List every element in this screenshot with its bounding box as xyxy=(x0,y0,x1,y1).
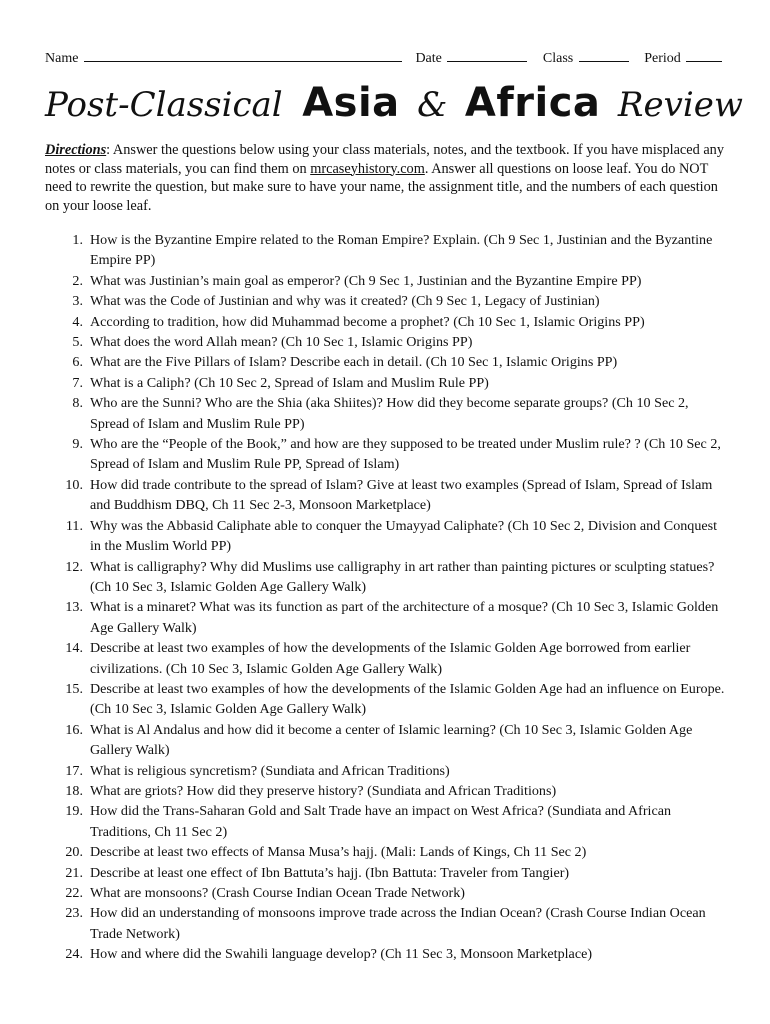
name-blank xyxy=(84,47,402,62)
question-number: 20. xyxy=(65,844,83,861)
page-title xyxy=(45,72,743,134)
question-text: Describe at least two examples of how the developments of the Islamic Golden Age had an influence on Europe. (Ch 10 Sec 3, Islamic Golden Age Gallery Walk) xyxy=(90,680,725,718)
question-number: 8. xyxy=(72,395,83,412)
question-number: 9. xyxy=(72,436,83,453)
question-item xyxy=(45,230,725,271)
question-text: What are griots? How did they preserve history? (Sundiata and African Traditions) xyxy=(90,782,557,799)
question-item xyxy=(45,312,725,332)
question-text: Describe at least two effects of Mansa Musa’s hajj. (Mali: Lands of Kings, Ch 11 Sec 2) xyxy=(90,844,587,861)
date-label: Date xyxy=(415,51,442,66)
question-text: What is Al Andalus and how did it become a center of Islamic learning? (Ch 10 Sec 3, Islamic Golden Age Gallery Walk) xyxy=(90,721,693,759)
question-text: What are the Five Pillars of Islam? Describe each in detail. (Ch 10 Sec 1, Islamic Origins PP) xyxy=(90,354,618,371)
question-text: Describe at least two examples of how the developments of the Islamic Golden Age borrowed from earlier civilizations. (Ch 10 Sec 3, Islamic Golden Age Gallery Walk) xyxy=(90,640,691,677)
question-text: Who are the Sunni? Who are the Shia (aka Shiites)? How did they become separate groups? (Ch 10 Sec 2, Spread of Islam and Muslim Rule PP) xyxy=(90,395,689,432)
question-item xyxy=(45,944,725,964)
name-label: Name xyxy=(45,51,79,66)
period-label: Period xyxy=(644,51,681,66)
question-text: What is a minaret? What was its function as part of the architecture of a mosque? (Ch 10 Sec 3, Islamic Golden Age Gallery Walk) xyxy=(90,599,719,636)
question-number: 24. xyxy=(65,946,83,963)
title-part-asia: Asia xyxy=(302,80,400,126)
directions-text-2: . Answer all questions on loose leaf. You do NOT need to rewrite the question, but make sure to have your name, the assignment title, and the numbers of each question on your loose leaf. xyxy=(45,160,718,214)
class-blank xyxy=(579,47,629,62)
question-item xyxy=(45,679,725,720)
question-number: 16. xyxy=(65,721,83,738)
class-label: Class xyxy=(542,51,574,66)
question-item xyxy=(45,863,725,883)
question-number: 14. xyxy=(65,640,83,657)
question-number: 15. xyxy=(65,680,83,697)
question-text: Why was the Abbasid Caliphate able to conquer the Umayyad Caliphate? (Ch 10 Sec 2, Division and Conquest in the Muslim World PP) xyxy=(90,517,718,555)
question-item xyxy=(45,393,725,434)
question-number: 7. xyxy=(72,374,83,391)
question-text: Describe at least one effect of Ibn Battuta’s hajj. (Ibn Battuta: Traveler from Tangier) xyxy=(90,864,570,881)
question-number: 23. xyxy=(65,905,83,922)
question-number: 17. xyxy=(65,762,83,779)
title-part-post-classical: Post-Classical xyxy=(45,85,283,125)
question-text: What is religious syncretism? (Sundiata and African Traditions) xyxy=(90,762,450,779)
question-number: 12. xyxy=(65,558,83,575)
question-item xyxy=(45,801,725,842)
question-text: According to tradition, how did Muhammad become a prophet? (Ch 10 Sec 1, Islamic Origins PP) xyxy=(90,313,645,330)
question-item xyxy=(45,332,725,352)
question-item xyxy=(45,781,725,801)
question-number: 19. xyxy=(65,803,83,820)
question-item xyxy=(45,638,725,679)
question-text: How and where did the Swahili language develop? (Ch 11 Sec 3, Monsoon Marketplace) xyxy=(90,946,593,963)
header-fields xyxy=(45,47,725,68)
question-text: Who are the “People of the Book,” and how are they supposed to be treated under Muslim rule? ? (Ch 10 Sec 2, Spread of Islam and Muslim Rule PP, Spread of Islam) xyxy=(90,436,721,473)
period-blank xyxy=(686,47,722,62)
question-number: 13. xyxy=(65,599,83,616)
question-item xyxy=(45,352,725,372)
question-text: What are monsoons? (Crash Course Indian Ocean Trade Network) xyxy=(90,885,465,901)
question-item xyxy=(45,903,725,944)
question-text: What does the word Allah mean? (Ch 10 Sec 1, Islamic Origins PP) xyxy=(90,334,473,351)
question-item xyxy=(45,291,725,311)
question-item xyxy=(45,434,725,475)
question-number: 2. xyxy=(72,272,83,289)
question-number: 10. xyxy=(65,476,83,493)
question-text: How did trade contribute to the spread of Islam? Give at least two examples (Spread of Islam, Spread of Islam and Buddhism DBQ, Ch 11 Sec 2-3, Monsoon Marketplace) xyxy=(90,476,713,514)
question-text: What is a Caliph? (Ch 10 Sec 2, Spread of Islam and Muslim Rule PP) xyxy=(90,374,489,391)
question-number: 1. xyxy=(72,232,83,248)
title-part-review: Review xyxy=(617,85,743,125)
date-blank xyxy=(447,47,527,62)
title-ampersand: & xyxy=(417,85,448,125)
question-number: 21. xyxy=(65,864,83,881)
title-part-africa: Africa xyxy=(464,80,601,126)
question-item xyxy=(45,516,725,557)
website-link[interactable]: mrcaseyhistory.com xyxy=(310,160,425,177)
question-number: 18. xyxy=(65,782,83,799)
question-number: 11. xyxy=(65,517,83,534)
question-number: 5. xyxy=(72,334,83,351)
directions-paragraph xyxy=(45,141,725,215)
question-item xyxy=(45,720,725,761)
directions-text-1: : Answer the questions below using your class materials, notes, and the textbook. If you have misplaced any notes or class materials, you can find them on xyxy=(45,142,724,177)
question-text: What was the Code of Justinian and why was it created? (Ch 9 Sec 1, Legacy of Justinian) xyxy=(90,293,600,310)
directions-label: Directions xyxy=(45,142,107,158)
question-number: 22. xyxy=(65,885,83,901)
question-number: 6. xyxy=(72,354,83,371)
question-item xyxy=(45,842,725,862)
question-text: How did the Trans-Saharan Gold and Salt Trade have an impact on West Africa? (Sundiata and African Traditions, Ch 11 Sec 2) xyxy=(90,803,672,840)
question-item xyxy=(45,475,725,516)
question-item xyxy=(45,373,725,393)
question-item xyxy=(45,761,725,781)
question-item xyxy=(45,271,725,291)
question-number: 4. xyxy=(72,313,83,330)
question-item xyxy=(45,557,725,598)
question-item xyxy=(45,597,725,638)
question-item xyxy=(45,883,725,903)
question-text: What was Justinian’s main goal as emperor? (Ch 9 Sec 1, Justinian and the Byzantine Empire PP) xyxy=(90,272,642,289)
question-text: How is the Byzantine Empire related to the Roman Empire? Explain. (Ch 9 Sec 1, Justinian and the Byzantine Empire PP) xyxy=(90,232,713,269)
question-text: How did an understanding of monsoons improve trade across the Indian Ocean? (Crash Course Indian Ocean Trade Network) xyxy=(90,905,706,942)
question-number: 3. xyxy=(72,293,83,310)
question-list xyxy=(45,230,725,965)
question-text: What is calligraphy? Why did Muslims use calligraphy in art rather than painting pictures or sculpting statues? (Ch 10 Sec 3, Islamic Golden Age Gallery Walk) xyxy=(90,558,715,595)
